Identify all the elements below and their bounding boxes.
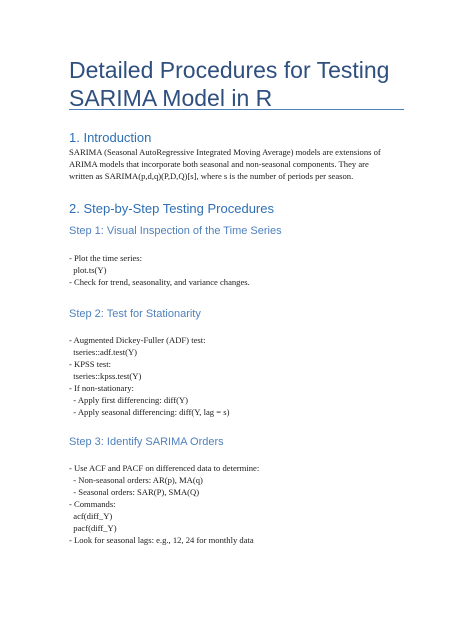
step-3-heading: Step 3: Identify SARIMA Orders xyxy=(69,436,224,448)
step-1-heading: Step 1: Visual Inspection of the Time Series xyxy=(69,225,282,237)
code-line: acf(diff_Y) xyxy=(69,511,113,521)
text-line: - Look for seasonal lags: e.g., 12, 24 for monthly data xyxy=(69,535,254,545)
text-line: ARIMA models that incorporate both seasonal and non-seasonal components. They are xyxy=(69,159,369,169)
title-underline xyxy=(69,109,404,110)
section-heading-introduction: 1. Introduction xyxy=(69,130,152,145)
step-1-content xyxy=(69,252,409,288)
text-line: - Seasonal orders: SAR(P), SMA(Q) xyxy=(69,487,200,497)
text-line: - Commands: xyxy=(69,499,116,509)
step-3-content xyxy=(69,462,409,546)
text-line: SARIMA (Seasonal AutoRegressive Integrated Moving Average) models are extensions of xyxy=(69,147,381,157)
introduction-paragraph xyxy=(69,146,409,182)
text-line: - Check for trend, seasonality, and variance changes. xyxy=(69,277,250,287)
step-2-content xyxy=(69,334,409,418)
code-line: tseries::adf.test(Y) xyxy=(69,347,138,357)
text-line: - Augmented Dickey-Fuller (ADF) test: xyxy=(69,335,206,345)
text-line: - Non-seasonal orders: AR(p), MA(q) xyxy=(69,475,203,485)
text-line: - Apply first differencing: diff(Y) xyxy=(69,395,189,405)
text-line: - Use ACF and PACF on differenced data to determine: xyxy=(69,463,260,473)
code-line: pacf(diff_Y) xyxy=(69,523,117,533)
document-title: Detailed Procedures for Testing SARIMA Model in R xyxy=(69,57,390,111)
text-line: written as SARIMA(p,d,q)(P,D,Q)[s], where s is the number of periods per season. xyxy=(69,171,354,181)
step-2-heading: Step 2: Test for Stationarity xyxy=(69,308,201,320)
code-line: tseries::kpss.test(Y) xyxy=(69,371,142,381)
text-line: - Apply seasonal differencing: diff(Y, lag = s) xyxy=(69,407,230,417)
code-line: plot.ts(Y) xyxy=(69,265,107,275)
section-heading-procedures: 2. Step-by-Step Testing Procedures xyxy=(69,201,274,216)
text-line: - If non-stationary: xyxy=(69,383,134,393)
text-line: - KPSS test: xyxy=(69,359,112,369)
text-line: - Plot the time series: xyxy=(69,253,143,263)
